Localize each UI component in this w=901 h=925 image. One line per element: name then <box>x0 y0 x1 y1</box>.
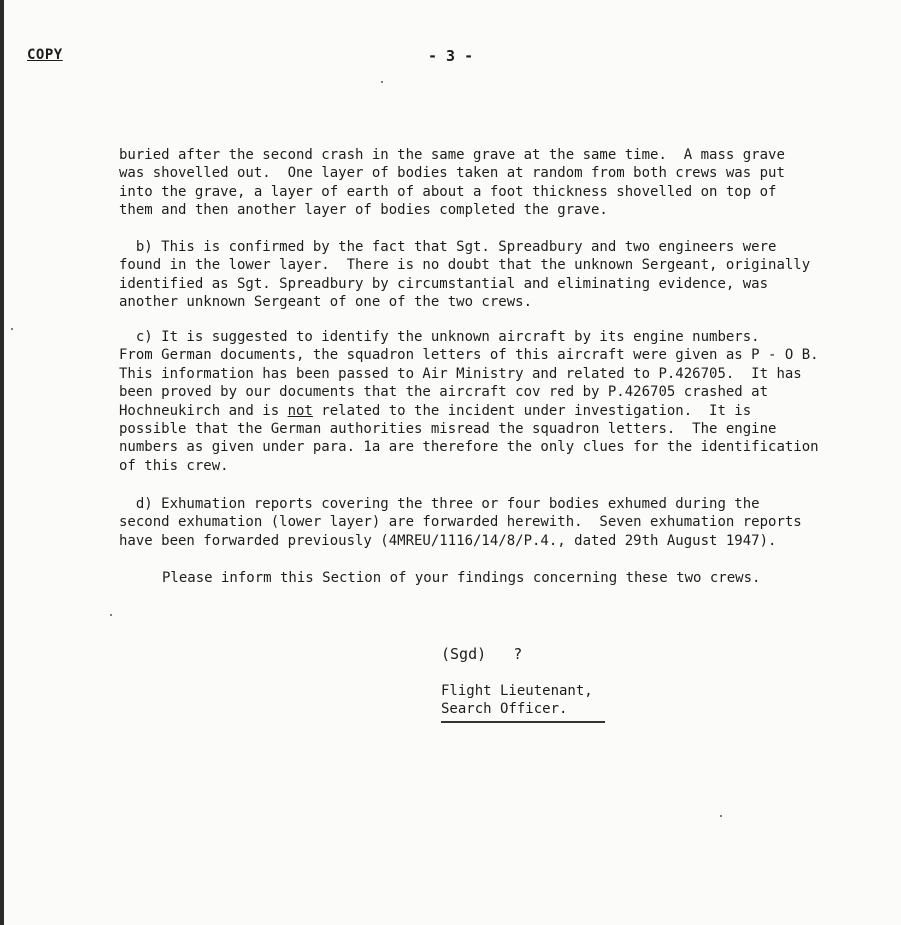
text-line: been proved by our documents that the aircraft cov red by P.426705 crashed at <box>119 384 769 401</box>
paragraph-a <box>119 146 899 220</box>
signature-title: Search Officer. <box>441 701 568 717</box>
underlined-word-not: not <box>287 402 313 419</box>
signature-block <box>441 682 593 718</box>
copy-mark: COPY <box>27 47 63 63</box>
text-line: them and then another layer of bodies completed the grave. <box>119 202 608 219</box>
paragraph-b <box>119 238 899 312</box>
paragraph-c <box>119 328 899 475</box>
text-line: found in the lower layer. There is no doubt that the unknown Sergeant, originally <box>119 257 811 274</box>
text-line: of this crew. <box>119 457 229 474</box>
text-segment: Hochneukirch and is <box>119 402 288 419</box>
text-segment: related to the incident under investigation. It is <box>312 402 752 419</box>
scan-speck <box>11 328 13 330</box>
text-line: into the grave, a layer of earth of about a foot thickness shovelled on top of <box>119 183 777 200</box>
text-line: second exhumation (lower layer) are forwarded herewith. Seven exhumation reports <box>119 514 802 531</box>
text-line: From German documents, the squadron letters of this aircraft were given as P - O B. <box>119 347 819 364</box>
scan-edge <box>0 0 4 925</box>
page-number: - 3 - <box>428 47 474 65</box>
scan-speck <box>720 815 722 817</box>
scan-speck <box>381 81 383 83</box>
text-line: d) Exhumation reports covering the three or four bodies exhumed during the <box>119 496 760 512</box>
text-line: another unknown Sergeant of one of the two crews. <box>119 294 533 311</box>
text-line: have been forwarded previously (4MREU/1116/14/8/P.4., dated 29th August 1947). <box>119 532 777 549</box>
text-line: identified as Sgt. Spreadbury by circumstantial and eliminating evidence, was <box>119 275 769 292</box>
scan-speck <box>110 614 112 616</box>
text-line: possible that the German authorities misread the squadron letters. The engine <box>119 421 777 438</box>
text-line: This information has been passed to Air Ministry and related to P.426705. It has <box>119 365 802 382</box>
signature-rule <box>441 721 605 723</box>
text-line: numbers as given under para. 1a are therefore the only clues for the identification <box>119 439 819 456</box>
closing-paragraph <box>162 569 882 587</box>
text-line: c) It is suggested to identify the unknown aircraft by its engine numbers. <box>119 329 760 345</box>
signature-sgd: (Sgd) ? <box>441 645 523 663</box>
signature-rank: Flight Lieutenant, <box>441 683 593 699</box>
text-line: buried after the second crash in the same grave at the same time. A mass grave <box>119 147 785 163</box>
text-line: b) This is confirmed by the fact that Sgt. Spreadbury and two engineers were <box>119 239 777 255</box>
paragraph-d <box>119 495 899 550</box>
text-line <box>119 402 899 420</box>
text-line: Please inform this Section of your findings concerning these two crews. <box>162 570 761 586</box>
text-line: was shovelled out. One layer of bodies taken at random from both crews was put <box>119 165 785 182</box>
